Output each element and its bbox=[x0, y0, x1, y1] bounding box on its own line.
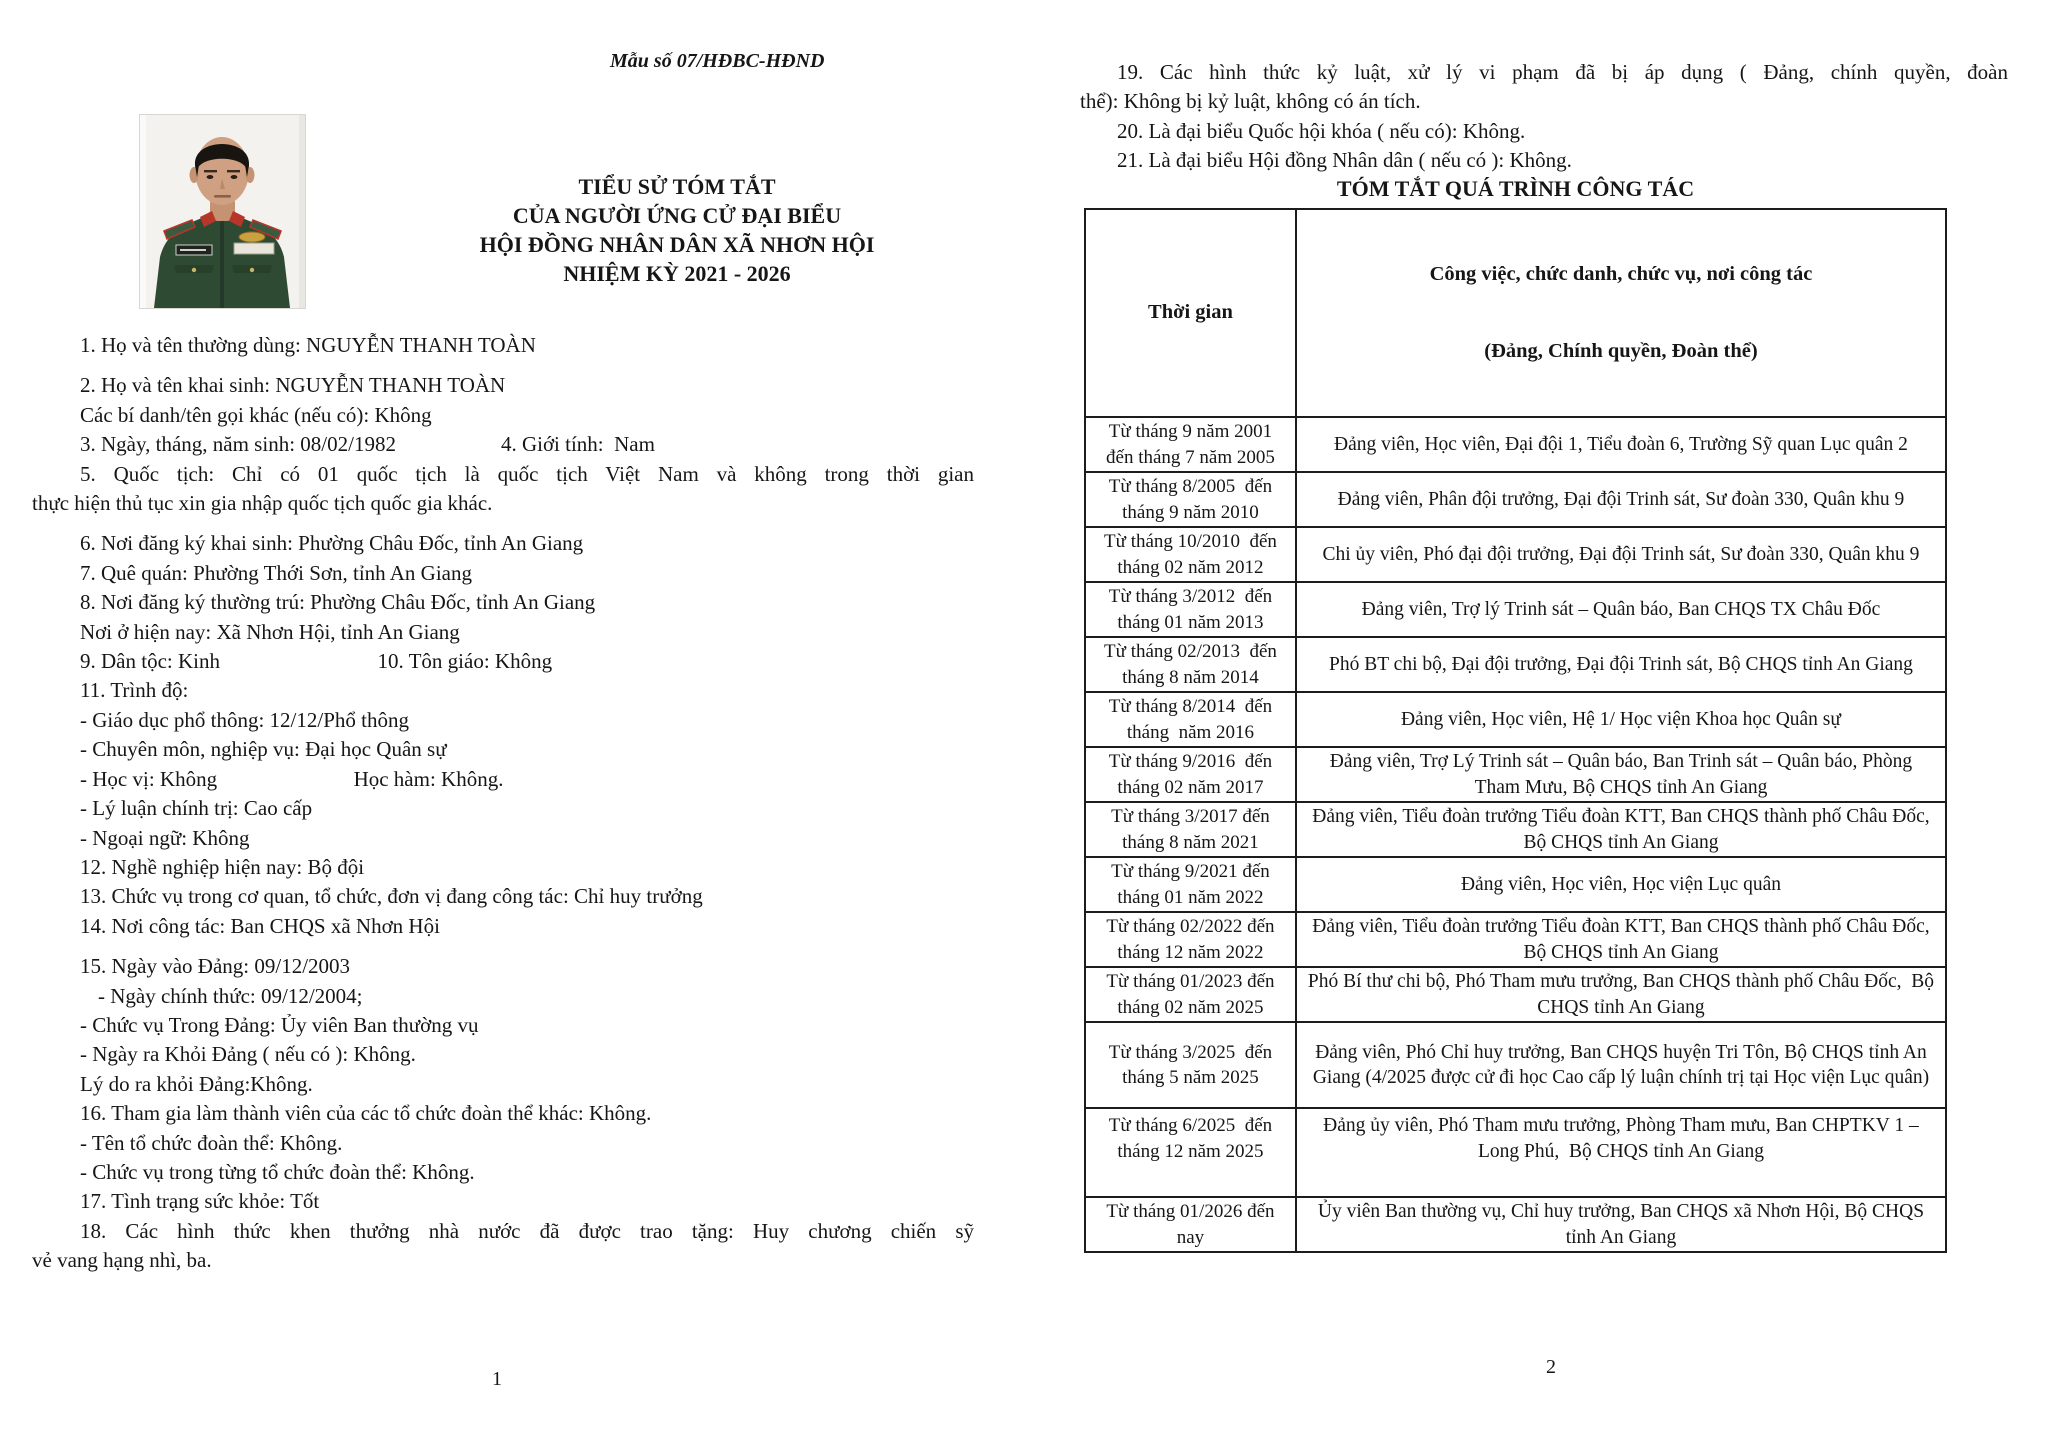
text-line: - Ngoại ngữ: Không bbox=[80, 825, 250, 850]
text-line: thực hiện thủ tục xin gia nhập quốc tịch quốc gia khác. bbox=[32, 491, 493, 516]
page-2 bbox=[1080, 0, 2008, 1448]
career-row bbox=[1085, 637, 1946, 692]
text-line: 12. Nghề nghiệp hiện nay: Bộ đội bbox=[80, 854, 365, 879]
title-line: NHIỆM KỲ 2021 - 2026 bbox=[563, 261, 791, 286]
text-line: 3. Ngày, tháng, năm sinh: 08/02/1982 4. Giới tính: Nam bbox=[80, 432, 655, 457]
text-line: Nơi ở hiện nay: Xã Nhơn Hội, tỉnh An Giang bbox=[80, 619, 460, 644]
career-row-time: Từ tháng 8/2014 đến tháng năm 2016 bbox=[1085, 692, 1296, 747]
career-row-detail: Đảng viên, Tiểu đoàn trưởng Tiểu đoàn KTT, Ban CHQS thành phố Châu Đốc, Bộ CHQS tỉnh An Giang bbox=[1296, 802, 1946, 857]
career-row-time: Từ tháng 6/2025 đến tháng 12 năm 2025 bbox=[1085, 1108, 1296, 1197]
career-row bbox=[1085, 472, 1946, 527]
career-row-detail: Đảng viên, Phân đội trưởng, Đại đội Trinh sát, Sư đoàn 330, Quân khu 9 bbox=[1296, 472, 1946, 527]
career-row bbox=[1085, 582, 1946, 637]
career-row-time: Từ tháng 3/2017 đến tháng 8 năm 2021 bbox=[1085, 802, 1296, 857]
text-line: 14. Nơi công tác: Ban CHQS xã Nhơn Hội bbox=[80, 913, 440, 938]
text-line: - Tên tổ chức đoàn thể: Không. bbox=[80, 1130, 343, 1155]
text-line: 13. Chức vụ trong cơ quan, tổ chức, đơn vị đang công tác: Chỉ huy trưởng bbox=[80, 884, 703, 909]
text-line: - Chức vụ trong từng tổ chức đoàn thể: Không. bbox=[80, 1159, 475, 1184]
career-row-detail: Đảng viên, Trợ lý Trinh sát – Quân báo, Ban CHQS TX Châu Đốc bbox=[1296, 582, 1946, 637]
text-line: 17. Tình trạng sức khỏe: Tốt bbox=[80, 1189, 320, 1214]
career-row-time: Từ tháng 9/2021 đến tháng 01 năm 2022 bbox=[1085, 857, 1296, 912]
career-row-time: Từ tháng 3/2012 đến tháng 01 năm 2013 bbox=[1085, 582, 1296, 637]
page1-body bbox=[30, 331, 974, 1276]
career-row bbox=[1085, 857, 1946, 912]
text-line: vẻ vang hạng nhì, ba. bbox=[32, 1248, 212, 1273]
career-row-time: Từ tháng 01/2026 đến nay bbox=[1085, 1197, 1296, 1252]
text-line: Các bí danh/tên gọi khác (nếu có): Không bbox=[80, 402, 432, 427]
career-row-detail: Phó BT chi bộ, Đại đội trưởng, Đại đội Trinh sát, Bộ CHQS tỉnh An Giang bbox=[1296, 637, 1946, 692]
column-header-work-line1: Công việc, chức danh, chức vụ, nơi công tác bbox=[1429, 263, 1813, 285]
text-line: - Lý luận chính trị: Cao cấp bbox=[80, 796, 313, 821]
text-line: 21. Là đại biểu Hội đồng Nhân dân ( nếu có ): Không. bbox=[1117, 148, 1572, 173]
text-line: - Chức vụ Trong Đảng: Ủy viên Ban thường vụ bbox=[80, 1012, 479, 1037]
column-header-time: Thời gian bbox=[1085, 209, 1296, 417]
page-1 bbox=[30, 0, 974, 1448]
career-row bbox=[1085, 1022, 1946, 1108]
title-line: TIỂU SỬ TÓM TẮT bbox=[578, 174, 776, 199]
career-table-title: TÓM TẮT QUÁ TRÌNH CÔNG TÁC bbox=[1336, 176, 1695, 201]
career-row-detail: Đảng viên, Học viên, Hệ 1/ Học viện Khoa học Quân sự bbox=[1296, 692, 1946, 747]
title-line: CỦA NGƯỜI ỨNG CỬ ĐẠI BIỂU bbox=[512, 203, 842, 228]
text-line: thể): Không bị kỷ luật, không có án tích. bbox=[1080, 89, 1421, 114]
career-row-time: Từ tháng 10/2010 đến tháng 02 năm 2012 bbox=[1085, 527, 1296, 582]
career-row bbox=[1085, 802, 1946, 857]
career-row bbox=[1085, 527, 1946, 582]
career-row bbox=[1085, 417, 1946, 472]
page-number-1: 1 bbox=[492, 1368, 502, 1390]
career-row-time: Từ tháng 8/2005 đến tháng 9 năm 2010 bbox=[1085, 472, 1296, 527]
column-header-work-line2: (Đảng, Chính quyền, Đoàn thể) bbox=[1484, 339, 1758, 362]
column-header-work bbox=[1296, 209, 1946, 417]
career-row-detail: Đảng ủy viên, Phó Tham mưu trưởng, Phòng Tham mưu, Ban CHPTKV 1 – Long Phú, Bộ CHQS tỉnh An Giang bbox=[1296, 1108, 1946, 1197]
text-line: 6. Nơi đăng ký khai sinh: Phường Châu Đốc, tỉnh An Giang bbox=[80, 531, 584, 556]
text-line: Lý do ra khỏi Đảng:Không. bbox=[80, 1071, 313, 1096]
form-number-label: Mẫu số 07/HĐBC-HĐND bbox=[610, 50, 825, 72]
career-row bbox=[1085, 1197, 1946, 1252]
career-row-time: Từ tháng 9/2016 đến tháng 02 năm 2017 bbox=[1085, 747, 1296, 802]
career-row-detail: Đảng viên, Tiểu đoàn trưởng Tiểu đoàn KTT, Ban CHQS thành phố Châu Đốc, Bộ CHQS tỉnh An Giang bbox=[1296, 912, 1946, 967]
page2-body bbox=[1080, 58, 2008, 176]
career-table bbox=[1084, 208, 1947, 1253]
career-row-detail: Ủy viên Ban thường vụ, Chỉ huy trưởng, Ban CHQS xã Nhơn Hội, Bộ CHQS tỉnh An Giang bbox=[1296, 1197, 1946, 1252]
text-line: 9. Dân tộc: Kinh 10. Tôn giáo: Không bbox=[80, 649, 553, 674]
page-number-2: 2 bbox=[1546, 1356, 1556, 1378]
text-line: 7. Quê quán: Phường Thới Sơn, tỉnh An Giang bbox=[80, 560, 472, 585]
text-line: 5. Quốc tịch: Chỉ có 01 quốc tịch là quốc tịch Việt Nam và không trong thời gian bbox=[80, 461, 974, 486]
career-row-time: Từ tháng 01/2023 đến tháng 02 năm 2025 bbox=[1085, 967, 1296, 1022]
text-line: 15. Ngày vào Đảng: 09/12/2003 bbox=[80, 954, 351, 979]
candidate-photo bbox=[140, 115, 305, 308]
career-row-detail: Phó Bí thư chi bộ, Phó Tham mưu trưởng, Ban CHQS thành phố Châu Đốc, Bộ CHQS tỉnh An Giang bbox=[1296, 967, 1946, 1022]
career-row-time: Từ tháng 9 năm 2001 đến tháng 7 năm 2005 bbox=[1085, 417, 1296, 472]
career-table-header-row bbox=[1085, 209, 1946, 417]
career-row-time: Từ tháng 3/2025 đến tháng 5 năm 2025 bbox=[1085, 1022, 1296, 1108]
text-line: - Giáo dục phổ thông: 12/12/Phổ thông bbox=[80, 707, 409, 732]
text-line: 16. Tham gia làm thành viên của các tổ chức đoàn thể khác: Không. bbox=[80, 1101, 652, 1126]
text-line: - Ngày chính thức: 09/12/2004; bbox=[98, 983, 363, 1008]
career-row-time: Từ tháng 02/2022 đến tháng 12 năm 2022 bbox=[1085, 912, 1296, 967]
career-row bbox=[1085, 1108, 1946, 1197]
text-line: - Chuyên môn, nghiệp vụ: Đại học Quân sự bbox=[80, 737, 447, 762]
career-row bbox=[1085, 692, 1946, 747]
text-line: - Học vị: Không Học hàm: Không. bbox=[80, 766, 504, 791]
document-title bbox=[310, 172, 1044, 288]
text-line: 18. Các hình thức khen thưởng nhà nước đã được trao tặng: Huy chương chiến sỹ bbox=[80, 1218, 974, 1243]
career-row-time: Từ tháng 02/2013 đến tháng 8 năm 2014 bbox=[1085, 637, 1296, 692]
career-row-detail: Đảng viên, Trợ Lý Trinh sát – Quân báo, Ban Trinh sát – Quân báo, Phòng Tham Mưu, Bộ CHQS tỉnh An Giang bbox=[1296, 747, 1946, 802]
text-line: 19. Các hình thức kỷ luật, xử lý vi phạm đã bị áp dụng ( Đảng, chính quyền, đoàn bbox=[1117, 60, 2008, 84]
career-row-detail: Chi ủy viên, Phó đại đội trưởng, Đại đội Trinh sát, Sư đoàn 330, Quân khu 9 bbox=[1296, 527, 1946, 582]
text-line: - Ngày ra Khỏi Đảng ( nếu có ): Không. bbox=[80, 1042, 416, 1067]
career-row bbox=[1085, 747, 1946, 802]
text-line: 1. Họ và tên thường dùng: NGUYỄN THANH TOÀN bbox=[80, 333, 536, 357]
text-line: 11. Trình độ: bbox=[80, 678, 189, 703]
portrait-person-icon bbox=[140, 115, 305, 308]
career-row-detail: Đảng viên, Học viên, Học viện Lục quân bbox=[1296, 857, 1946, 912]
career-row bbox=[1085, 967, 1946, 1022]
career-row bbox=[1085, 912, 1946, 967]
career-row-detail: Đảng viên, Học viên, Đại đội 1, Tiểu đoàn 6, Trường Sỹ quan Lục quân 2 bbox=[1296, 417, 1946, 472]
text-line: 20. Là đại biểu Quốc hội khóa ( nếu có): Không. bbox=[1117, 118, 1526, 143]
text-line: 2. Họ và tên khai sinh: NGUYỄN THANH TOÀN bbox=[80, 373, 506, 398]
text-line: 8. Nơi đăng ký thường trú: Phường Châu Đốc, tỉnh An Giang bbox=[80, 590, 596, 615]
title-line: HỘI ĐỒNG NHÂN DÂN XÃ NHƠN HỘI bbox=[479, 232, 875, 257]
career-row-detail: Đảng viên, Phó Chỉ huy trưởng, Ban CHQS huyện Tri Tôn, Bộ CHQS tỉnh An Giang (4/2025 được cử đi học Cao cấp lý luận chính trị tại Học viện Lục quân) bbox=[1296, 1022, 1946, 1108]
